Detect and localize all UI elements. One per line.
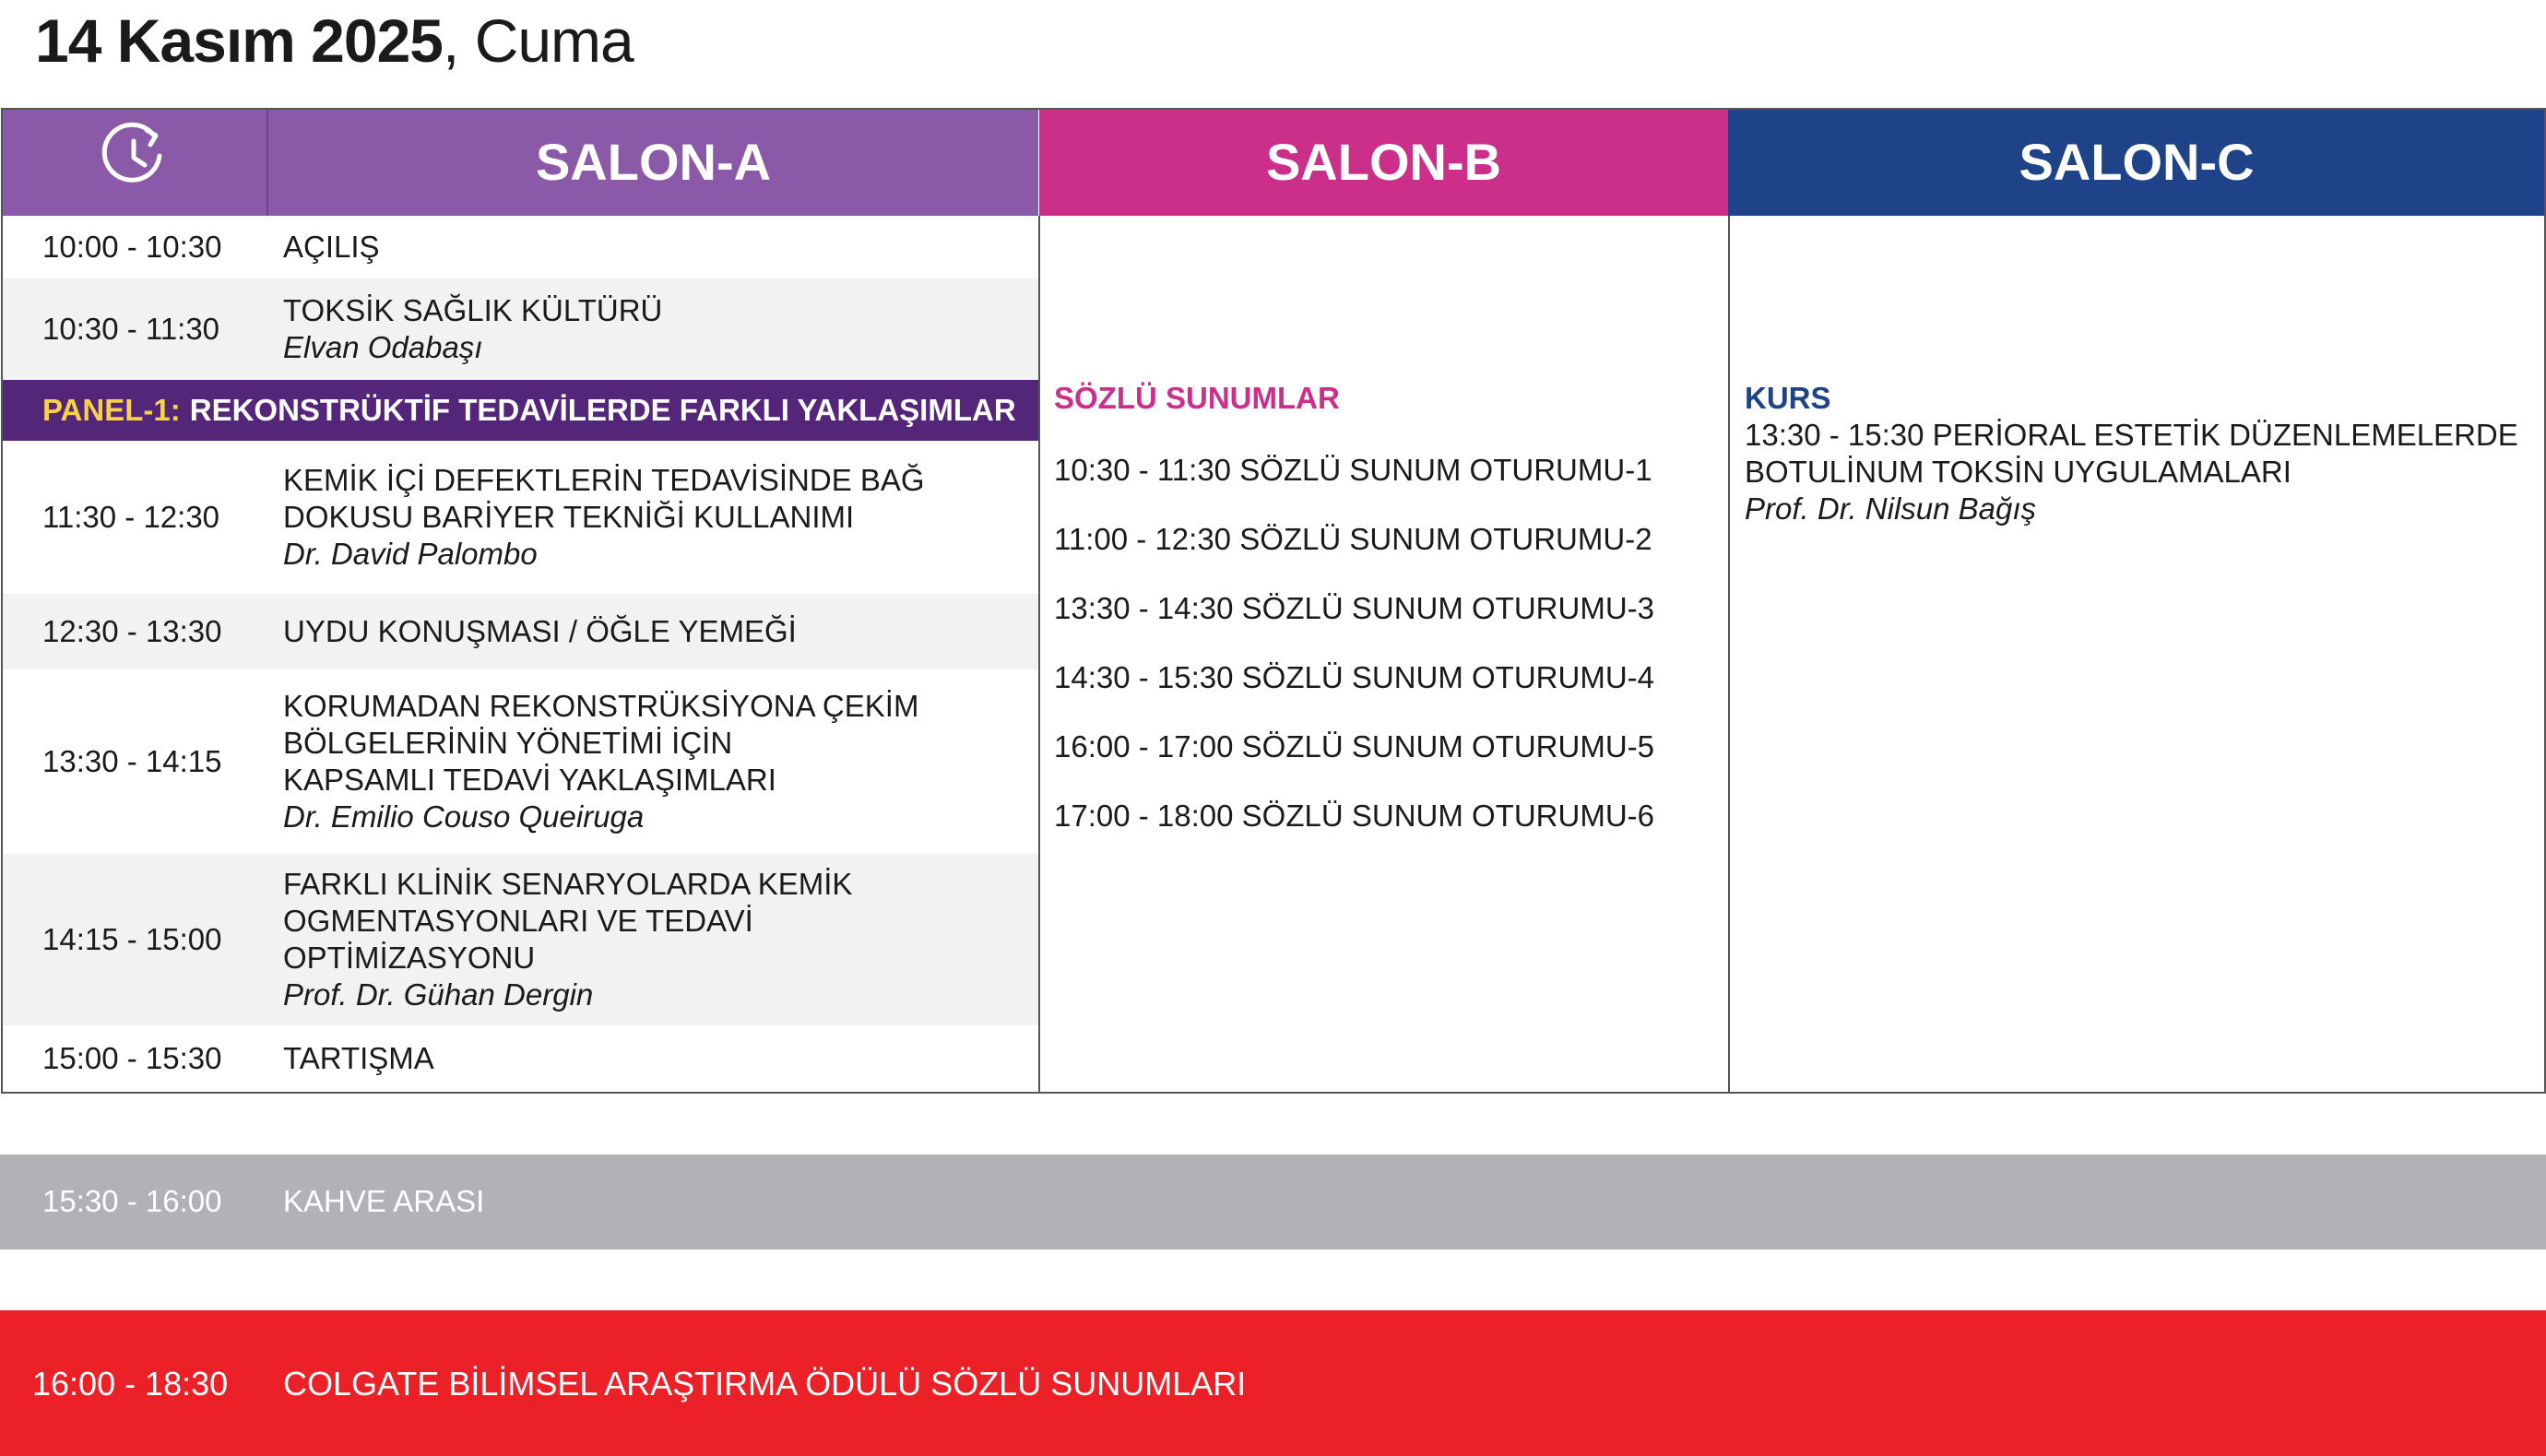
colgate-session-bar	[0, 1310, 2546, 1456]
session-time: 11:30 - 12:30	[42, 500, 220, 534]
salon-b-title: SÖZLÜ SUNUMLAR	[1054, 381, 1340, 415]
list-item: 16:00 - 17:00 SÖZLÜ SUNUM OTURUMU-5	[1054, 729, 1654, 764]
session-title-line: FARKLI KLİNİK SENARYOLARDA KEMİK	[283, 867, 853, 901]
session-time: 10:30 - 11:30	[42, 312, 220, 346]
salon-b-session-list	[1054, 452, 1718, 835]
session-title-line: KEMİK İÇİ DEFEKTLERİN TEDAVİSİNDE BAĞ	[283, 463, 925, 497]
date-bold: 14 Kasım 2025	[35, 6, 444, 75]
session-title: AÇILIŞ	[283, 230, 380, 264]
session-title: TARTIŞMA	[283, 1041, 434, 1075]
session-title: UYDU KONUŞMASI / ÖĞLE YEMEĞİ	[283, 614, 797, 648]
session-row	[1, 669, 1039, 854]
session-title-line: OPTİMİZASYONU	[283, 941, 536, 975]
session-row	[1, 854, 1039, 1025]
session-speaker: Elvan Odabaşı	[283, 330, 483, 364]
session-speaker: Dr. Emilio Couso Queiruga	[283, 799, 645, 834]
column-divider	[1038, 216, 1040, 1094]
list-item: 17:00 - 18:00 SÖZLÜ SUNUM OTURUMU-6	[1054, 799, 1654, 833]
colgate-time: 16:00 - 18:30	[32, 1365, 229, 1403]
session-title: TOKSİK SAĞLIK KÜLTÜRÜ	[283, 293, 663, 327]
coffee-time: 15:30 - 16:00	[42, 1184, 222, 1218]
session-title-line: KAPSAMLI TEDAVİ YAKLAŞIMLARI	[283, 763, 776, 797]
time-column-header	[1, 108, 268, 216]
clock-rotate-icon	[99, 121, 169, 203]
session-row	[1, 594, 1039, 669]
panel-label: PANEL-1:	[42, 393, 181, 427]
session-row	[1, 1025, 1039, 1092]
page-title	[35, 4, 634, 77]
session-title-line: OGMENTASYONLARI VE TEDAVİ	[283, 904, 753, 938]
session-row	[1, 278, 1039, 380]
salon-b-content	[1054, 380, 1718, 835]
session-title-line: BÖLGELERİNİN YÖNETİMİ İÇİN	[283, 726, 733, 760]
salon-b-header: SALON-B	[1039, 108, 1728, 216]
session-time: 14:15 - 15:00	[42, 922, 222, 956]
day-name: , Cuma	[443, 6, 634, 75]
session-time: 15:00 - 15:30	[42, 1041, 222, 1075]
session-time: 10:00 - 10:30	[42, 230, 222, 264]
colgate-title: COLGATE BİLİMSEL ARAŞTIRMA ÖDÜLÜ SÖZLÜ SUNUMLARI	[283, 1365, 1247, 1403]
panel-banner	[1, 380, 1039, 441]
salon-c-header: SALON-C	[1728, 108, 2545, 216]
list-item: 13:30 - 14:30 SÖZLÜ SUNUM OTURUMU-3	[1054, 591, 1654, 625]
session-speaker: Prof. Dr. Nilsun Bağış	[1745, 491, 2037, 526]
session-row	[1, 441, 1039, 594]
salon-a-header: SALON-A	[268, 108, 1038, 216]
salon-c-title: KURS	[1745, 381, 1831, 415]
session-row	[1, 216, 1039, 278]
coffee-break-bar	[0, 1154, 2546, 1249]
panel-title: REKONSTRÜKTİF TEDAVİLERDE FARKLI YAKLAŞIMLAR	[189, 393, 1016, 427]
list-item: 10:30 - 11:30 SÖZLÜ SUNUM OTURUMU-1	[1054, 453, 1652, 487]
session-time: 12:30 - 13:30	[42, 614, 222, 648]
salon-c-content	[1745, 380, 2538, 527]
session-title-line: DOKUSU BARİYER TEKNİĞİ KULLANIMI	[283, 500, 855, 534]
session-title-line: BOTULİNUM TOKSİN UYGULAMALARI	[1745, 455, 2291, 489]
column-divider	[1728, 216, 1730, 1094]
session-time: 13:30 - 14:15	[42, 744, 222, 778]
session-speaker: Dr. David Palombo	[283, 537, 538, 571]
session-speaker: Prof. Dr. Gühan Dergin	[283, 977, 594, 1012]
list-item: 14:30 - 15:30 SÖZLÜ SUNUM OTURUMU-4	[1054, 660, 1654, 694]
coffee-title: KAHVE ARASI	[283, 1184, 485, 1218]
session-title-line: KORUMADAN REKONSTRÜKSİYONA ÇEKİM	[283, 689, 919, 723]
session-title-line: 13:30 - 15:30 PERİORAL ESTETİK DÜZENLEMELERDE	[1745, 418, 2518, 452]
list-item: 11:00 - 12:30 SÖZLÜ SUNUM OTURUMU-2	[1054, 522, 1652, 556]
